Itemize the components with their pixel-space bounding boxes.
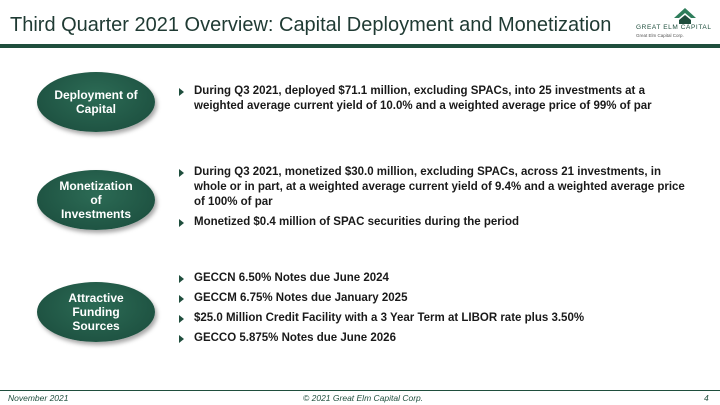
bullet-item: GECCN 6.50% Notes due June 2024 <box>178 271 688 286</box>
logo-name: GREAT ELM CAPITAL <box>636 24 712 31</box>
footer-copyright: © 2021 Great Elm Capital Corp. <box>303 393 424 403</box>
bullet-item: $25.0 Million Credit Facility with a 3 Year Term at LIBOR rate plus 3.50% <box>178 311 688 326</box>
bullet-item: GECCM 6.75% Notes due January 2025 <box>178 291 688 306</box>
section-bullets-funding <box>178 271 688 351</box>
section-label-monetization: Monetization of Investments <box>37 170 155 230</box>
section-bullets-monetization <box>178 165 688 235</box>
bullet-item: During Q3 2021, deployed $71.1 million, excluding SPACs, into 25 investments at a weighted average current yield of 10.0% and a weighted average price of 99% of par <box>178 84 688 114</box>
bullet-item: During Q3 2021, monetized $30.0 million, excluding SPACs, across 21 investments, in whole or in part, at a weighted average current yield of 9.4% and a weighted average price of 100% of par <box>178 165 688 210</box>
bullet-item: Monetized $0.4 million of SPAC securities during the period <box>178 215 688 230</box>
section-label-deployment: Deployment of Capital <box>37 72 155 132</box>
bullet-item: GECCO 5.875% Notes due June 2026 <box>178 331 688 346</box>
footer-date: November 2021 <box>8 393 69 403</box>
footer-page-number: 4 <box>704 393 709 403</box>
logo-tagline: Great Elm Capital Corp. <box>636 33 684 38</box>
footer-rule <box>0 390 720 391</box>
house-arrow-icon <box>674 8 696 24</box>
section-bullets-deployment <box>178 84 688 119</box>
company-logo <box>636 8 712 40</box>
section-label-funding: Attractive Funding Sources <box>37 282 155 342</box>
header-rule <box>0 44 720 48</box>
page-title: Third Quarter 2021 Overview: Capital Deployment and Monetization <box>10 14 612 36</box>
